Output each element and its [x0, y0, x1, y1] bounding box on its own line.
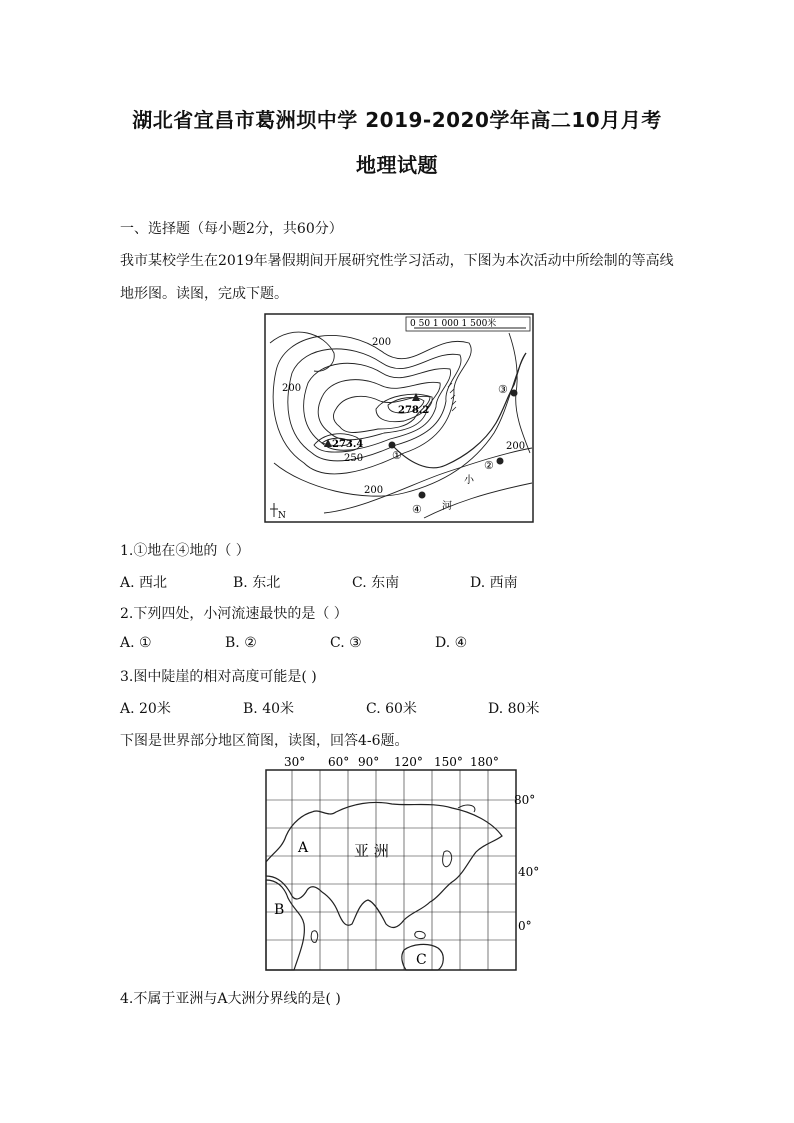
label-b: B [274, 902, 285, 918]
question-1-option-d: D. 西南 [470, 575, 518, 591]
peak2-label: 273.4 [332, 439, 364, 450]
contour-label: 200 [372, 337, 392, 348]
question-1-option-b: B. 东北 [233, 575, 281, 591]
contour-label: 200 [282, 383, 302, 394]
contour-label: 200 [364, 485, 384, 496]
label-a: A [298, 840, 309, 856]
contour-label: 200 [506, 441, 526, 452]
contour-map-figure [264, 313, 534, 523]
question-1-stem: 1.①地在④地的（ ） [120, 543, 250, 559]
question-1-option-c: C. 东南 [352, 575, 400, 591]
exam-title-line1: 湖北省宜昌市葛洲坝中学 2019-2020学年高二10月月考 [132, 108, 662, 132]
contour-label: 250 [344, 453, 364, 464]
question-2-option-a: A. ① [120, 635, 152, 651]
longitude-label: 90° [358, 755, 380, 769]
latitude-label: 40° [518, 865, 540, 879]
peak1-label: 278.2 [398, 405, 430, 416]
latitude-label: 80° [514, 793, 536, 807]
question-1-option-a: A. 西北 [120, 575, 168, 591]
point-1: ① [392, 449, 402, 462]
question-2-option-d: D. ④ [435, 635, 468, 651]
asia-label: 亚 洲 [354, 842, 389, 860]
question-4-stem: 4.不属于亚洲与A大洲分界线的是( ) [120, 991, 341, 1007]
intro-text-line1: 我市某校学生在2019年暑假期间开展研究性学习活动，下图为本次活动中所绘制的等高线 [120, 253, 674, 269]
intro-text-2: 下图是世界部分地区简图，读图，回答4-6题。 [120, 733, 409, 749]
question-3-option-a: A. 20米 [120, 701, 171, 717]
scale-label: 0 50 1 000 1 500米 [410, 319, 497, 329]
point-3: ③ [498, 383, 508, 396]
longitude-label: 120° [394, 755, 423, 769]
question-3-option-b: B. 40米 [243, 701, 295, 717]
section-heading: 一、选择题（每小题2分，共60分） [120, 221, 343, 237]
intro-text-line2: 地形图。读图，完成下题。 [120, 286, 288, 302]
longitude-label: 150° [434, 755, 463, 769]
world-map-figure [262, 752, 544, 974]
latitude-label: 0° [518, 919, 532, 933]
question-3-stem: 3.图中陡崖的相对高度可能是( ) [120, 669, 317, 685]
question-3-option-c: C. 60米 [366, 701, 417, 717]
north-label: N [278, 511, 286, 521]
question-3-option-d: D. 80米 [488, 701, 540, 717]
point-2: ② [484, 459, 494, 472]
point-4: ④ [412, 503, 422, 516]
scale-bar [406, 317, 530, 331]
label-c: C [416, 952, 427, 968]
exam-title-line2: 地理试题 [356, 153, 438, 177]
river-label: 河 [442, 501, 452, 512]
longitude-label: 30° [284, 755, 306, 769]
question-2-option-c: C. ③ [330, 635, 362, 651]
river-label: 小 [464, 475, 474, 486]
longitude-label: 60° [328, 755, 350, 769]
longitude-label: 180° [470, 755, 499, 769]
question-2-option-b: B. ② [225, 635, 257, 651]
question-2-stem: 2.下列四处，小河流速最快的是（ ） [120, 606, 348, 622]
